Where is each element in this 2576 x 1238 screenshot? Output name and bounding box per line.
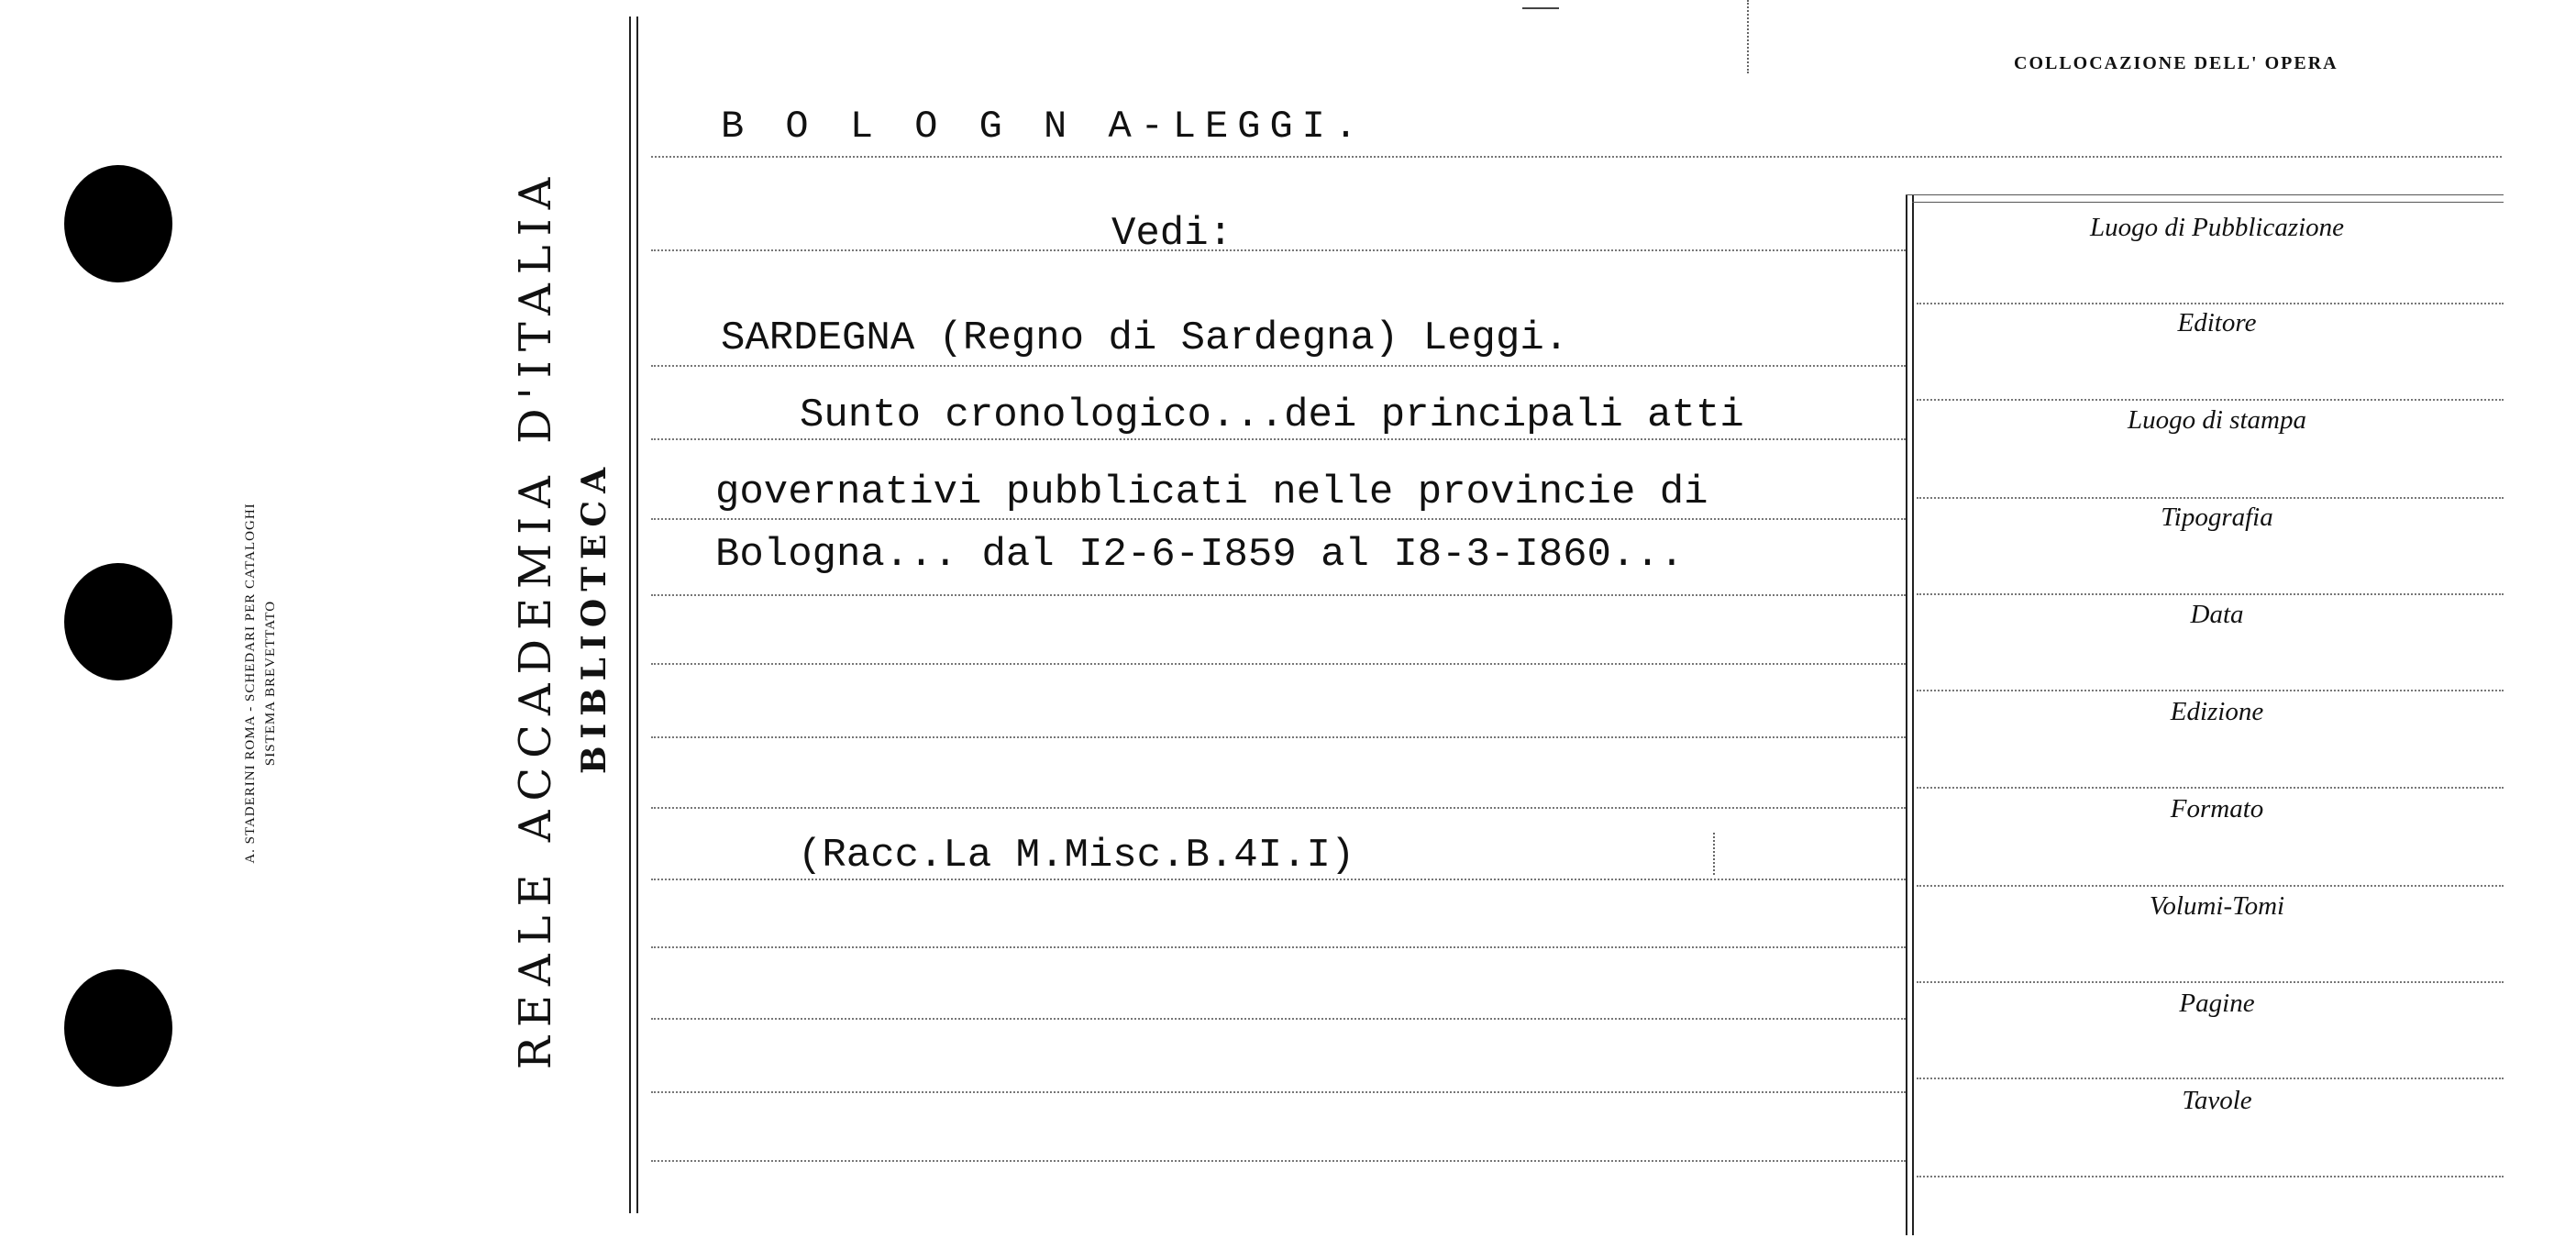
collocation-ruled-line xyxy=(1917,787,2504,789)
printer-imprint-line2: SISTEMA BREVETTATO xyxy=(263,600,278,767)
collocation-ruled-line xyxy=(1917,399,2504,401)
ruled-line xyxy=(651,807,1906,809)
stray-mark xyxy=(1522,7,1559,9)
subject-heading: B O L O G N A-LEGGI. xyxy=(721,105,1367,149)
stray-mark xyxy=(1713,833,1717,875)
field-editore: Editore xyxy=(2177,308,2257,337)
collocation-panel-rule-inner xyxy=(1912,194,1914,1235)
collocation-ruled-line xyxy=(1917,1078,2504,1079)
ruled-line xyxy=(651,156,2502,158)
ruled-line xyxy=(651,249,1906,251)
title-line-2: governativi pubblicati nelle provincie di xyxy=(715,470,1708,515)
field-luogo-stampa: Luogo di stampa xyxy=(2128,405,2306,435)
field-tipografia: Tipografia xyxy=(2161,503,2273,532)
left-margin-rule-inner xyxy=(636,17,638,1213)
field-volumi-tomi: Volumi-Tomi xyxy=(2149,891,2285,921)
institution-name: REALE ACCADEMIA D'ITALIA xyxy=(510,168,561,1070)
field-luogo-pubblicazione: Luogo di Pubblicazione xyxy=(2089,213,2345,242)
ruled-line xyxy=(651,1160,1906,1162)
ruled-line xyxy=(651,438,1906,440)
binder-hole-bottom xyxy=(64,969,172,1087)
collocation-ruled-line xyxy=(1917,885,2504,887)
field-formato: Formato xyxy=(2170,794,2264,823)
collocation-ruled-line xyxy=(1917,1176,2504,1177)
title-line-1: Sunto cronologico...dei principali atti xyxy=(800,392,1744,438)
ruled-line xyxy=(651,663,1906,665)
ruled-line xyxy=(651,946,1906,948)
institution-section: BIBLIOTECA xyxy=(575,459,614,775)
printer-imprint xyxy=(240,503,281,863)
collocation-ruled-line xyxy=(1917,497,2504,499)
ruled-line xyxy=(651,1091,1906,1093)
collocation-panel-rule xyxy=(1906,194,1907,1235)
author-heading: SARDEGNA (Regno di Sardegna) Leggi. xyxy=(721,315,1569,361)
stray-mark xyxy=(1747,0,1751,73)
printer-imprint-line1: A. STADERINI ROMA - SCHEDARI PER CATALOGHI xyxy=(243,503,258,864)
collocation-box-top-rule-inner xyxy=(1912,202,2504,203)
collocation-ruled-line xyxy=(1917,593,2504,595)
left-margin-rule xyxy=(629,17,631,1213)
collocation-ruled-line xyxy=(1917,303,2504,304)
binder-hole-middle xyxy=(64,563,172,680)
collocation-box-top-rule xyxy=(1906,194,2504,195)
ruled-line xyxy=(651,518,1906,520)
field-data: Data xyxy=(2190,600,2244,629)
ruled-line xyxy=(651,365,1906,367)
ruled-line xyxy=(651,594,1906,596)
see-reference: Vedi: xyxy=(1111,211,1233,257)
ruled-line xyxy=(651,1018,1906,1020)
field-edizione: Edizione xyxy=(2170,697,2264,726)
binder-hole-top xyxy=(64,165,172,282)
field-tavole: Tavole xyxy=(2182,1086,2252,1115)
title-line-3: Bologna... dal I2-6-I859 al I8-3-I860... xyxy=(715,532,1685,578)
field-pagine: Pagine xyxy=(2179,989,2255,1018)
collocation-title: COLLOCAZIONE DELL' OPERA xyxy=(2014,53,2338,73)
shelfmark: (Racc.La M.Misc.B.4I.I) xyxy=(798,833,1355,879)
ruled-line xyxy=(651,736,1906,738)
collocation-ruled-line xyxy=(1917,981,2504,983)
ruled-line xyxy=(651,879,1906,880)
collocation-ruled-line xyxy=(1917,690,2504,691)
